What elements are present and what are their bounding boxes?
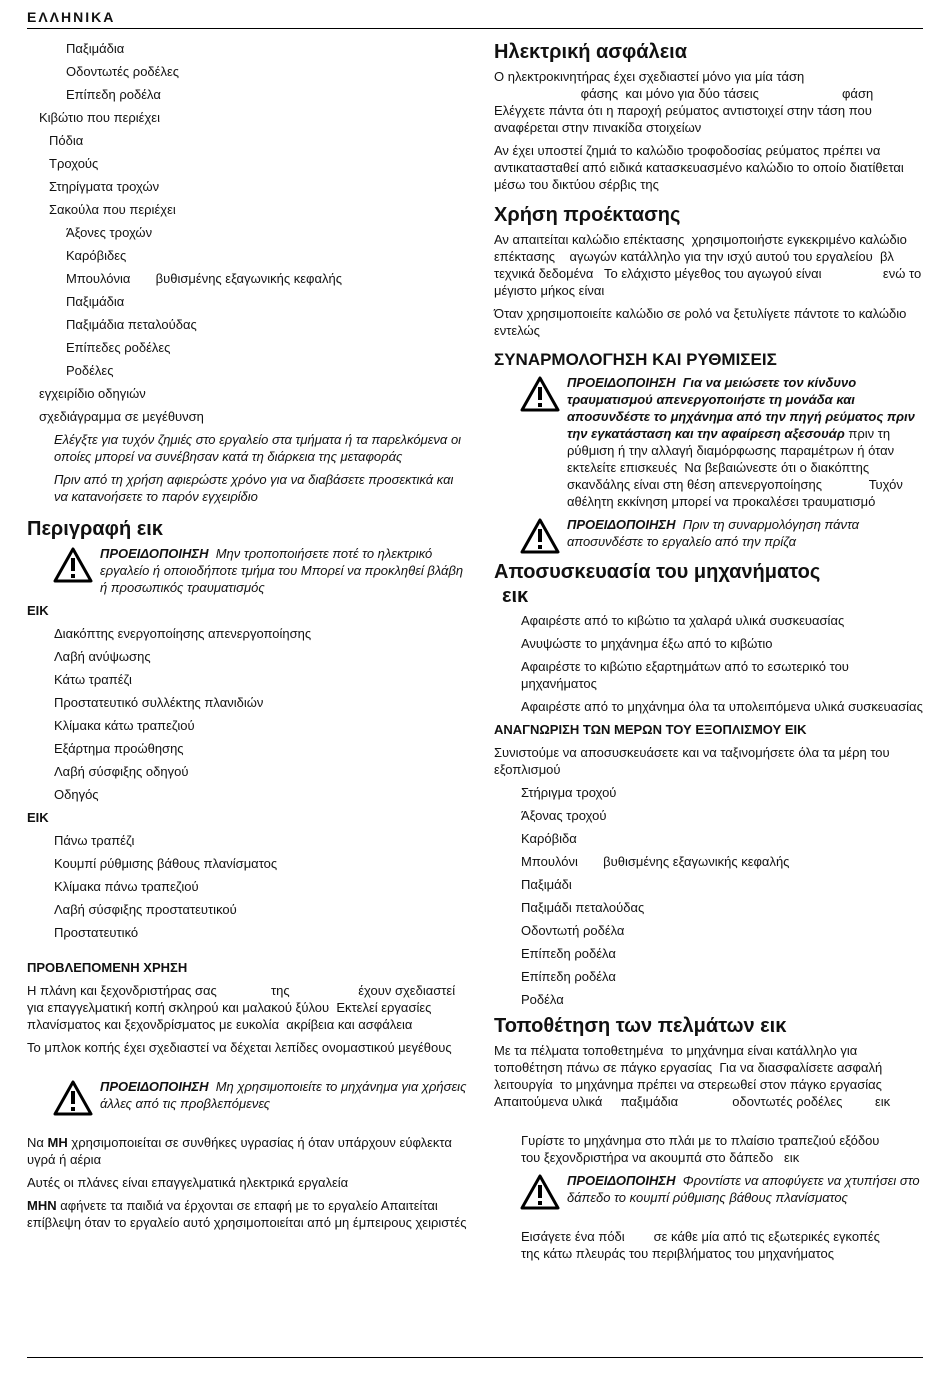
list-item: Οδοντωτή ροδέλα [521, 923, 625, 938]
list-item: Παξιμάδια πεταλούδας [66, 317, 197, 332]
list-item: Μπουλόνια βυθισμένης εξαγωνικής κεφαλής [66, 271, 342, 286]
professional-note: Αυτές οι πλάνες είναι επαγγελματικά ηλεκτρικά εργαλεία [27, 1175, 349, 1190]
list-item: Σακούλα που περιέχει [49, 202, 176, 217]
list-item: Εξάρτημα προώθησης [54, 741, 184, 756]
warning-text: Μην τροποποιήσετε ποτέ το ηλεκτρικό εργαλείο ή οποιοδήποτε τμήμα του Μπορεί να προκληθεί βλάβη ή προσωπικός τραυματισμός [100, 546, 464, 595]
feet-step1: Γυρίστε το μηχάνημα στο πλάι με το πλαίσιο τραπεζιού εξόδου του ξεχονδριστήρα να ακουμπά στο δάπεδο εικ [521, 1133, 909, 1165]
list-item: Κλίμακα πάνω τραπεζιού [54, 879, 199, 894]
note-bold: ΜΗ [47, 1135, 68, 1150]
unpacking-steps [494, 612, 924, 715]
list-item: Τροχούς [49, 156, 99, 171]
extension-title: Χρήση προέκτασης [494, 204, 681, 226]
list-item: Στήριγμα τροχού [521, 785, 617, 800]
box-contains: Κιβώτιο που περιέχει [39, 110, 160, 125]
list-item: Αφαιρέστε από το μηχάνημα όλα τα υπολειπόμενα υλικά συσκευασίας [521, 699, 923, 714]
feet-step2: Εισάγετε ένα πόδι σε κάθε μία από τις εξωτερικές εγκοπές της κάτω πλευράς του περιβλήματος του μηχανήματος [521, 1229, 909, 1261]
parts-intro: Συνιστούμε να αποσυσκευάσετε και να ταξινομήσετε όλα τα μέρη του εξοπλισμού [494, 745, 890, 777]
list-item: Οδηγός [54, 787, 99, 802]
warning-title: ΠΡΟΕΙΔΟΠΟΙΗΣΗ [100, 1079, 209, 1094]
list-item: Κάτω τραπέζι [54, 672, 132, 687]
warning-icon [53, 547, 93, 583]
list-item: Αφαιρέστε το κιβώτιο εξαρτημάτων από το εσωτερικό του μηχανήματος [521, 659, 849, 691]
list-item: Ροδέλα [521, 992, 564, 1007]
unpacking-title-line2: εικ [502, 585, 529, 607]
list-item: Λαβή σύσφιξης προστατευτικού [54, 902, 237, 917]
list-item: Παξιμάδι [521, 877, 572, 892]
figure-a-parts [27, 625, 467, 803]
list-item: Λαβή ανύψωσης [54, 649, 151, 664]
warning-bold-text: Για να μειώσετε τον κίνδυνο τραυματισμού απενεργοποιήστε τη μονάδα και αποσυνδέστε το μηχάνημα από την πηγή ρεύματος πριν την εγκατάσταση και την αφαίρεση αξεσουάρ [567, 375, 915, 441]
parts-title: ΑΝΑΓΝΩΡΙΣΗ ΤΩΝ ΜΕΡΩΝ ΤΟΥ ΕΞΟΠΛΙΣΜΟΥ ΕΙΚ [494, 722, 807, 737]
feet-title: Τοποθέτηση των πελμάτων εικ [494, 1015, 787, 1037]
list-item: Επίπεδες ροδέλες [66, 340, 171, 355]
figure-b-label: ΕΙΚ [27, 810, 49, 825]
list-item: Κλίμακα κάτω τραπεζιού [54, 718, 195, 733]
warning-icon [53, 1080, 93, 1116]
language-header: ΕΛΛΗΝΙΚΑ [27, 9, 116, 25]
list-item: Ροδέλες [66, 363, 114, 378]
electrical-p1-line2: φάσης και μόνο για δύο τάσεις φάση [494, 86, 874, 101]
list-item: Επίπεδη ροδέλα [66, 87, 161, 102]
list-item: Καρόβιδες [66, 248, 127, 263]
warning-text: Φροντίστε να αποφύγετε να χτυπήσει στο δάπεδο το κουμπί ρύθμισης βάθους πλανίσματος [567, 1173, 920, 1205]
read-note: Πριν από τη χρήση αφιερώστε χρόνο για να διαβάσετε προσεκτικά και να κατανοήσετε το παρόν εγχειρίδιο [54, 472, 454, 504]
list-item: Προστατευτικό [54, 925, 139, 940]
box-items-list [27, 40, 467, 103]
top-rule [27, 28, 923, 29]
note-bold: ΜΗΝ [27, 1198, 57, 1213]
parts-list [494, 784, 924, 1008]
list-item: Διακόπτης ενεργοποίησης απενεργοποίησης [54, 626, 312, 641]
bottom-rule [27, 1357, 923, 1358]
warning-icon [520, 1174, 560, 1210]
warning-text: πριν τη ρύθμιση ή την αλλαγή διαμόρφωσης παραμέτρων ή όταν εκτελείτε επισκευές Να βεβαιώνεστε ότι ο διακόπτης σκανδάλης είναι στη θέση απενεργοποίησης Τυχόν αθέλητη εκκίνηση μπορεί να προκαλέσει τραυματισμό [567, 426, 907, 509]
manual-item: εγχειρίδιο οδηγιών [39, 386, 146, 401]
box-contents-list [27, 132, 467, 218]
list-item: Παξιμάδια [66, 41, 125, 56]
diagram-item: σχεδιάγραμμα σε μεγέθυνση [39, 409, 204, 424]
unpacking-title [494, 560, 924, 608]
warning-title: ΠΡΟΕΙΔΟΠΟΙΗΣΗ [567, 375, 676, 390]
list-item: Καρόβιδα [521, 831, 577, 846]
electrical-p1-line3: Ελέγχετε πάντα ότι η παροχή ρεύματος αντιστοιχεί στην τάση που αναφέρεται στην πινακίδα στοιχείων [494, 103, 872, 135]
warning-unplug [494, 516, 924, 550]
list-item: Παξιμάδι πεταλούδας [521, 900, 645, 915]
feet-p1: Με τα πέλματα τοποθετημένα το μηχάνημα είναι κατάλληλο για τοποθέτηση πάνω σε πάγκο εργασίας Για να διασφαλίσετε ασφαλή λειτουργία το μηχάνημα πρέπει να στερεωθεί στον πάγκο εργασίας Απαιτούμενα υλικά παξιμάδια οδοντωτές ροδέλες εικ [494, 1043, 891, 1109]
list-item: Πάνω τραπέζι [54, 833, 135, 848]
warning-depth-knob [494, 1172, 924, 1206]
extension-p2: Όταν χρησιμοποιείτε καλώδιο σε ρολό να ξετυλίγετε πάντοτε το καλώδιο εντελώς [494, 306, 907, 338]
unpacking-title-line1: Αποσυσκευασία του μηχανήματος [494, 561, 821, 583]
electrical-p1 [494, 68, 924, 136]
right-column [494, 40, 924, 1268]
intended-use-p1: Η πλάνη και ξεχονδριστήρας σας της έχουν σχεδιαστεί για επαγγελματική κοπή σκληρού και μαλακού ξύλου Εκτελεί εργασίες πλανίσματος και ξεχονδρίσματος με ευκολία ακρίβεια και ασφάλεια [27, 983, 459, 1032]
extension-p1: Αν απαιτείται καλώδιο επέκτασης χρησιμοποιήστε εγκεκριμένο καλώδιο επέκτασης αγωγών κατάλληλο για την ισχύ αυτού του εργαλείου βλ τεχνικά δεδομένα Το ελάχιστο μέγεθος του αγωγού είναι ενώ το μέγιστο μήκος είναι [494, 232, 925, 298]
list-item: Πόδια [49, 133, 84, 148]
warning-icon [520, 518, 560, 554]
list-item: Άξονες τροχών [66, 225, 153, 240]
description-title: Περιγραφή εικ [27, 518, 163, 540]
list-item: Προστατευτικό συλλέκτης πλανιδιών [54, 695, 264, 710]
warning-title: ΠΡΟΕΙΔΟΠΟΙΗΣΗ [567, 517, 676, 532]
electrical-p1-line1: Ο ηλεκτροκινητήρας έχει σχεδιαστεί μόνο για μία τάση [494, 69, 805, 84]
intended-use-p2: Το μπλοκ κοπής έχει σχεδιαστεί να δέχεται λεπίδες ονομαστικού μεγέθους [27, 1040, 452, 1055]
figure-b-parts [27, 832, 467, 941]
note-prefix: Να [27, 1135, 44, 1150]
warning-title: ΠΡΟΕΙΔΟΠΟΙΗΣΗ [100, 546, 209, 561]
humidity-note [27, 1134, 467, 1168]
list-item: Άξονας τροχού [521, 808, 607, 823]
list-item: Ανυψώστε το μηχάνημα έξω από το κιβώτιο [521, 636, 773, 651]
intended-use-title: ΠΡΟΒΛΕΠΟΜΕΝΗ ΧΡΗΣΗ [27, 960, 188, 975]
note-rest: αφήνετε τα παιδιά να έρχονται σε επαφή με το εργαλείο Απαιτείται επίβλεψη όταν το εργαλείο αυτό χρησιμοποιείται από μη έμπειρους χειριστές [27, 1198, 467, 1230]
children-note [27, 1197, 467, 1231]
electrical-safety-title: Ηλεκτρική ασφάλεια [494, 41, 688, 63]
list-item: Μπουλόνι βυθισμένης εξαγωνικής κεφαλής [521, 854, 790, 869]
warning-intended [27, 1078, 467, 1112]
note-rest: χρησιμοποιείται σε συνθήκες υγρασίας ή όταν υπάρχουν εύφλεκτα υγρά ή αέρια [27, 1135, 452, 1167]
figure-a-label: ΕΙΚ [27, 603, 49, 618]
warning-modify [27, 545, 467, 596]
list-item: Κουμπί ρύθμισης βάθους πλανίσματος [54, 856, 278, 871]
electrical-p2: Αν έχει υποστεί ζημιά το καλώδιο τροφοδοσίας ρεύματος πρέπει να αντικατασταθεί από ειδικά κατασκευασμένο καλώδιο το οποίο διατίθεται μέσω του δικτύου σέρβις της [494, 143, 904, 192]
warning-text: Πριν τη συναρμολόγηση πάντα αποσυνδέστε το εργαλείο από την πρίζα [567, 517, 860, 549]
list-item: Οδοντωτές ροδέλες [66, 64, 180, 79]
list-item: Παξιμάδια [66, 294, 125, 309]
list-item: Στηρίγματα τροχών [49, 179, 160, 194]
left-column [27, 40, 467, 1237]
list-item: Αφαιρέστε από το κιβώτιο τα χαλαρά υλικά συσκευασίας [521, 613, 845, 628]
list-item: Επίπεδη ροδέλα [521, 969, 616, 984]
check-note: Ελέγξτε για τυχόν ζημιές στο εργαλείο στα τμήματα ή τα παρελκόμενα οι οποίες μπορεί να συνέβησαν κατά τη διάρκεια της μεταφοράς [54, 432, 462, 464]
assembly-title: ΣΥΝΑΡΜΟΛΟΓΗΣΗ ΚΑΙ ΡΥΘΜΙΣΕΙΣ [494, 350, 777, 369]
warning-icon [520, 376, 560, 412]
list-item: Επίπεδη ροδέλα [521, 946, 616, 961]
warning-title: ΠΡΟΕΙΔΟΠΟΙΗΣΗ [567, 1173, 676, 1188]
warning-text: Μη χρησιμοποιείτε το μηχάνημα για χρήσεις άλλες από τις προβλεπόμενες [100, 1079, 467, 1111]
list-item: Λαβή σύσφιξης οδηγού [54, 764, 189, 779]
bag-items-list [27, 224, 467, 379]
warning-disconnect [494, 374, 924, 510]
